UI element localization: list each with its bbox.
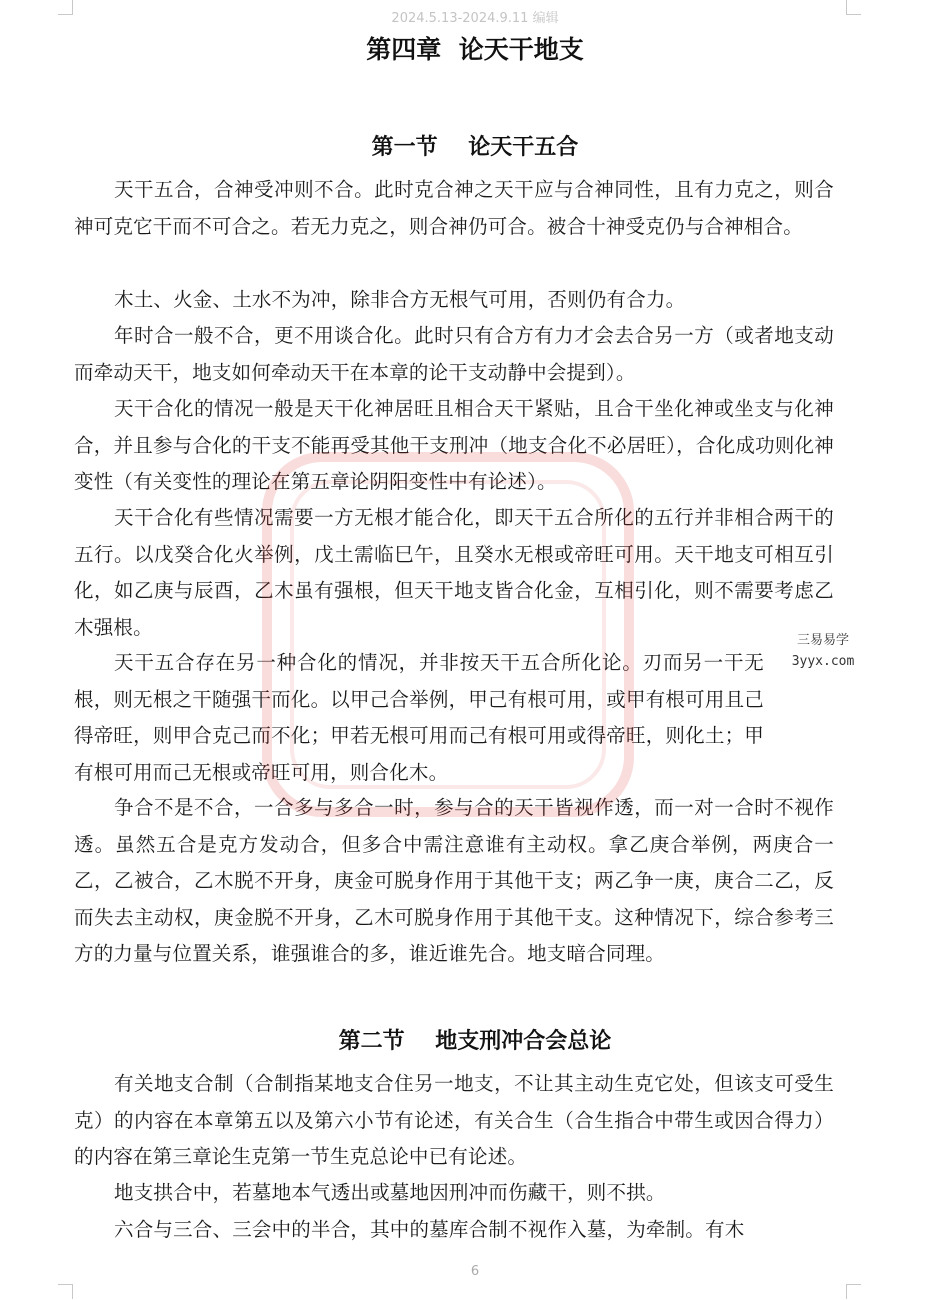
- edit-date-note: 2024.5.13-2024.9.11 编辑: [391, 11, 559, 26]
- paragraph: 地支拱合中，若墓地本气透出或墓地因刑冲而伤藏干，则不拱。: [114, 1181, 666, 1204]
- chapter-title: 第四章 论天干地支: [366, 35, 584, 64]
- paragraph: 年时合一般不合，更不用谈合化。此时只有合方有力才会去合另一方（或者地支动而牵动天干，地支如何牵动天干在本章的论干支动静中会提到）。: [74, 324, 834, 384]
- paragraph: 天干五合存在另一种合化的情况，并非按天干五合所化论。刃而另一干无根，则无根之干随强干而化。以甲己合举例，甲己有根可用，或甲有根可用且己得帝旺，则甲合克己而不化；甲若无根可用而己有根可用或得帝旺，则化土；甲有根可用而己无根或帝旺可用，则合化木。: [74, 651, 764, 784]
- paragraph: 天干五合，合神受冲则不合。此时克合神之天干应与合神同性，且有力克之，则合神可克它干而不可合之。若无力克之，则合神仍可合。被合十神受克仍与合神相合。: [74, 178, 834, 238]
- page-number: 6: [470, 1264, 480, 1279]
- section-title-2: 第二节 地支刑冲合会总论: [338, 1029, 612, 1054]
- crop-mark-bottom-right: [846, 1284, 861, 1299]
- paragraph: 争合不是不合，一合多与多合一时，参与合的天干皆视作透，而一对一合时不视作透。虽然五合是克方发动合，但多合中需注意谁有主动权。拿乙庚合举例，两庚合一乙，乙被合，乙木脱不开身，庚金可脱身作用于其他干支；两乙争一庚，庚合二乙，反而失去主动权，庚金脱不开身，乙木可脱身作用于其他干支。这种情况下，综合参考三方的力量与位置关系，谁强谁合的多，谁近谁先合。地支暗合同理。: [74, 796, 834, 965]
- paragraph: 六合与三合、三会中的半合，其中的墓库合制不视作入墓，为牵制。有木: [114, 1218, 745, 1241]
- crop-mark-bottom-left: [58, 1284, 73, 1299]
- watermark-site-url: 3yyx.com: [791, 654, 855, 669]
- watermark-site-name: 三易易学: [796, 633, 849, 648]
- paragraph: 天干合化有些情况需要一方无根才能合化，即天干五合所化的五行并非相合两干的五行。以戊癸合化火举例，戊土需临巳午，且癸水无根或帝旺可用。天干地支可相互引化，如乙庚与辰酉，乙木虽有强根，但天干地支皆合化金，互相引化，则不需要考虑乙木强根。: [74, 506, 834, 639]
- site-watermark: [768, 630, 878, 678]
- paragraph: 天干合化的情况一般是天干化神居旺且相合天干紧贴，且合干坐化神或坐支与化神合，并且参与合化的干支不能再受其他干支刑冲（地支合化不必居旺），合化成功则化神变性（有关变性的理论在第五章论阴阳变性中有论述）。: [74, 397, 834, 493]
- section-title-1: 第一节 论天干五合: [371, 135, 579, 160]
- paragraph: 有关地支合制（合制指某地支合住另一地支，不让其主动生克它处，但该支可受生克）的内容在本章第五以及第六小节有论述，有关合生（合生指合中带生或因合得力）的内容在第三章论生克第一节生克总论中已有论述。: [74, 1072, 834, 1168]
- paragraph: 木土、火金、土水不为冲，除非合方无根气可用，否则仍有合力。: [114, 288, 686, 311]
